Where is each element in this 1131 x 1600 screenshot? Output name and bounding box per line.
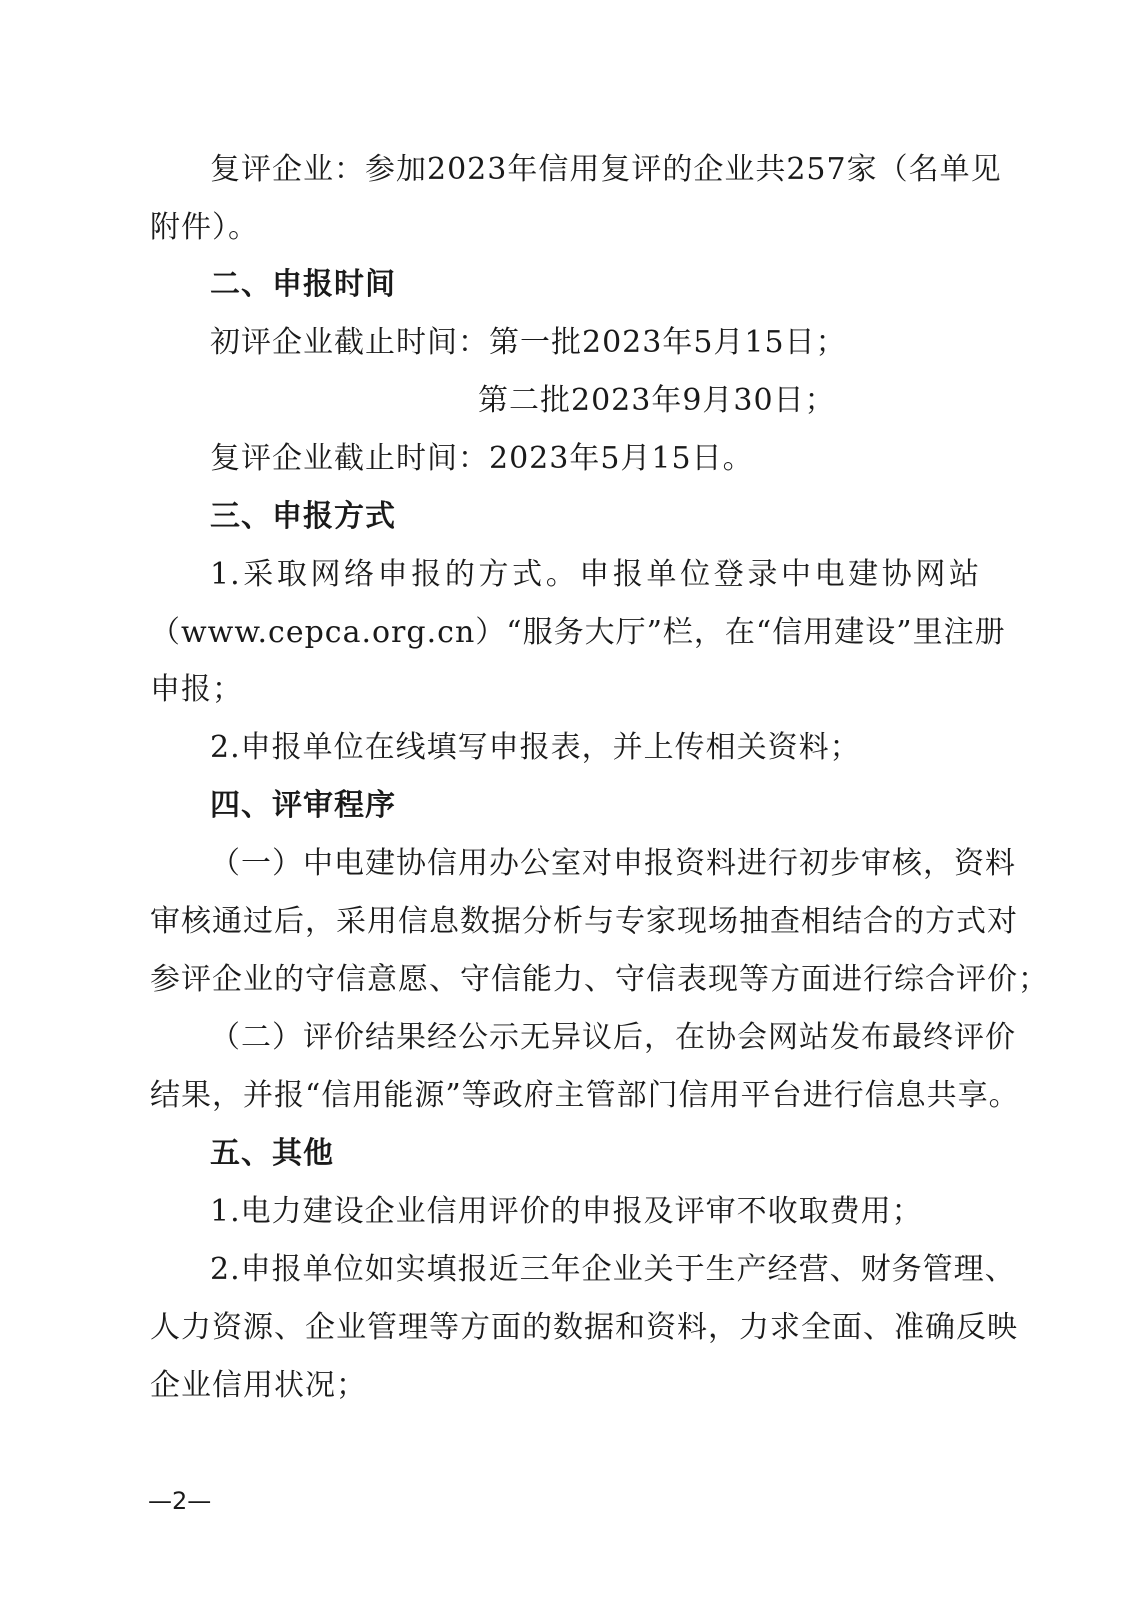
procedure-1-line-1: （一）中电建协信用办公室对申报资料进行初步审核，资料 <box>210 846 1016 881</box>
other-2-line-1: 2.申报单位如实填报近三年企业关于生产经营、财务管理、 <box>210 1252 1016 1287</box>
other-2-line-3: 企业信用状况； <box>150 1368 367 1403</box>
review-enterprises-line-2: 附件）。 <box>150 210 259 245</box>
deadline-initial-batch-2: 第二批2023年9月30日； <box>478 383 836 418</box>
method-2: 2.申报单位在线填写申报表，并上传相关资料； <box>210 730 861 765</box>
other-2-line-2: 人力资源、企业管理等方面的数据和资料，力求全面、准确反映 <box>150 1310 1018 1345</box>
section-heading-method: 三、申报方式 <box>210 499 396 534</box>
procedure-1-line-2: 审核通过后，采用信息数据分析与专家现场抽查相结合的方式对 <box>150 904 1018 939</box>
procedure-2-line-1: （二）评价结果经公示无异议后，在协会网站发布最终评价 <box>210 1020 1016 1055</box>
review-enterprises-line-1: 复评企业：参加2023年信用复评的企业共257家（名单见 <box>210 152 1002 187</box>
section-heading-other: 五、其他 <box>210 1136 334 1171</box>
other-1: 1.电力建设企业信用评价的申报及评审不收取费用； <box>210 1194 923 1229</box>
page-number: —2— <box>148 1487 212 1515</box>
method-1-line-1: 1.采取网络申报的方式。申报单位登录中电建协网站 <box>210 557 980 592</box>
deadline-review: 复评企业截止时间：2023年5月15日。 <box>210 441 754 476</box>
deadline-initial-batch-1: 初评企业截止时间：第一批2023年5月15日； <box>210 325 847 360</box>
procedure-1-line-3: 参评企业的守信意愿、守信能力、守信表现等方面进行综合评价； <box>150 962 1049 997</box>
method-1-line-2: （www.cepca.org.cn）“服务大厅”栏，在“信用建设”里注册 <box>150 615 1006 650</box>
section-heading-procedure: 四、评审程序 <box>210 788 396 823</box>
method-1-line-3: 申报； <box>150 672 243 707</box>
procedure-2-line-2: 结果，并报“信用能源”等政府主管部门信用平台进行信息共享。 <box>150 1078 1020 1113</box>
section-heading-deadline: 二、申报时间 <box>210 267 396 302</box>
